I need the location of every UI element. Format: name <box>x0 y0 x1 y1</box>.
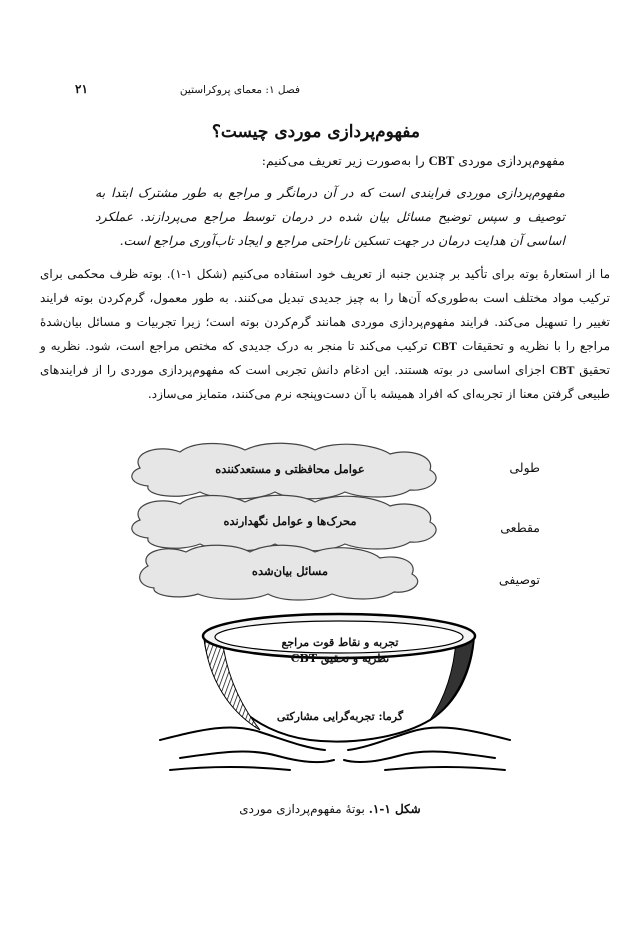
caption-text: بوتهٔ مفهوم‌پردازی موردی <box>239 802 369 816</box>
bowl-text-1: تجربه و نقاط قوت مراجع <box>281 636 399 649</box>
intro-before: مفهوم‌پردازی موردی <box>454 153 565 168</box>
intro-cbt: CBT <box>428 154 455 168</box>
heat-label: گرما: تجربه‌گرایی مشارکتی <box>276 710 404 723</box>
cloud-label-2: محرک‌ها و عوامل نگهدارنده <box>223 514 357 528</box>
bowl-text-2: نظریه و تحقیق CBT <box>290 652 390 665</box>
caption-label: شکل ۱-۱. <box>368 802 421 816</box>
running-header-chapter: فصل ۱: معمای پروکراستین <box>179 84 300 96</box>
definition-block <box>95 181 565 253</box>
cloud-label-3: مسائل بیان‌شده <box>251 564 329 578</box>
body-text <box>40 262 610 406</box>
crucible-figure <box>100 440 570 780</box>
intro-sentence <box>60 153 565 169</box>
section-title: مفهوم‌پردازی موردی چیست؟ <box>211 122 420 142</box>
body-part-2: ترکیب می‌کند تا منجر به درک جدیدی که مختص مراجع است، شود. نظریه و تحقیق <box>40 339 610 377</box>
cloud-label-1: عوامل محافظتی و مستعدکننده <box>215 462 365 476</box>
level-label-2: مقطعی <box>500 520 540 535</box>
page-number: ۲۱ <box>75 82 88 96</box>
definition-text: مفهوم‌پردازی موردی فرایندی است که در آن درمانگر و مراجع به طور مشترک ابتدا به توصیف و سپس توضیح مسائل بیان شده در درمان توسط مراجع می‌پردازند. عملکرد اساسی آن هدایت درمان در جهت تسکین ناراحتی مراجع و ایجاد تاب‌آوری مراجع است. <box>95 185 565 248</box>
body-part-3: اجزای اساسی در بوته هستند. این ادغام دانش تجربی است که مفهوم‌پردازی موردی را از فرایندهای طبیعی گرفتن معنا از تجربه‌ای که افراد همیشه با آن دست‌وپنجه نرم می‌کنند، متمایز می‌سازد. <box>40 363 610 401</box>
crucible-illustration <box>100 440 570 780</box>
intro-after: را به‌صورت زیر تعریف می‌کنیم: <box>261 153 429 168</box>
level-label-1: طولی <box>509 460 540 475</box>
body-part-1: ما از استعارهٔ بوته برای تأکید بر چندین جنبه از تعریف خود استفاده می‌کنیم (شکل ۱-۱). بوته ظرف محکمی برای ترکیب مواد مختلف است به‌طوری‌که آن‌ها را به چیز جدیدی تبدیل می‌کنند. به طور معمول، گرم‌کردن بوته فرایند تغییر را تسهیل می‌کند. فرایند مفهوم‌پردازی موردی همانند گرم‌کردن بوته است؛ زیرا تجربیات و مسائل بیان‌شدهٔ مراجع را با نظریه و تحقیقات <box>40 267 611 353</box>
body-cbt-1: CBT <box>432 339 458 353</box>
level-label-3: توصیفی <box>498 572 540 587</box>
body-cbt-2: CBT <box>549 363 575 377</box>
body-paragraph <box>40 262 610 406</box>
figure-caption <box>180 802 480 816</box>
